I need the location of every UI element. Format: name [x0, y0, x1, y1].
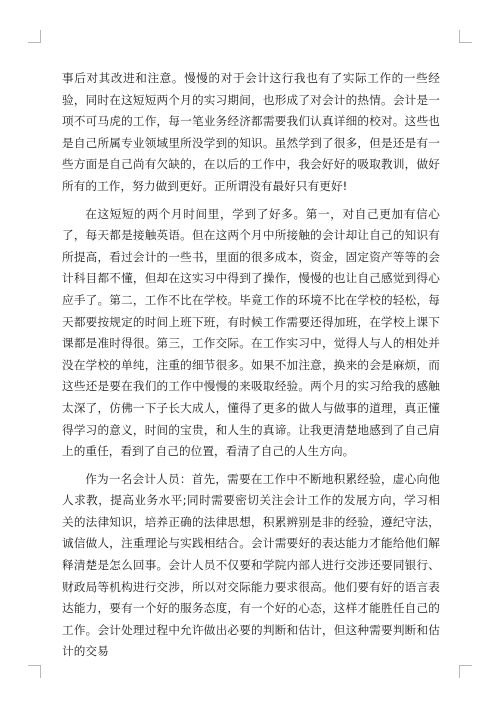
paragraph-2: 在这短短的两个月时间里，学到了好多。第一，对自己更加有信心了，每天都是接触英语。但在这两个月中所接触的会计却让自己的知识有所提高，看过会计的一些书，里面的很多成本，资金，固定资产等等的会计科目都不懂，但却在这实习中得到了操作，慢慢的也让自己感觉到得心应手了。第二，工作不比在学校。毕竟工作的环境不比在学校的轻松，每天都要按规定的时间上班下班，有时候工作需要还得加班，在学校上课下课都是准时得很。第三，工作交际。在工作实习中，觉得人与人的相处并没在学校的单纯，注重的细节很多。如果不加注意，换来的会是麻烦，而这些还是要在我们的工作中慢慢的来吸取经验。两个月的实习给我的感触太深了，仿佛一下子长大成人，懂得了更多的做人与做事的道理，真正懂得学习的意义，时间的宝贵，和人生的真谛。让我更清楚地感到了自己肩上的重任，看到了自己的位置，看清了自己的人生方向。	[62, 206, 440, 459]
top-right-crop-mark	[459, 30, 472, 43]
document-body	[62, 68, 440, 698]
paragraph-3: 作为一名会计人员：首先，需要在工作中不断地积累经验，虚心向他人求教，提高业务水平;同时需要密切关注会计工作的发展方向，学习相关的法律知识，培养正确的法律思想，积累辨别是非的经验，遵纪守法，诚信做人，注重理论与实践相结合。会计需要好的表达能力才能给他们解释清楚是怎么回事。会计人员不仅要和学院内部人进行交涉还要同银行、财政局等机构进行交涉，所以对交际能力要求很高。他们要有好的语言表达能力，要有一个好的服务态度，有一个好的心态，这样才能胜任自己的工作。会计处理过程中允许做出必要的判断和估计，但这种需要判断和估计的交易	[62, 471, 440, 659]
top-left-crop-mark	[28, 30, 41, 43]
bottom-right-crop-mark	[459, 665, 472, 678]
bottom-left-crop-mark	[28, 665, 41, 678]
paragraph-1: 事后对其改进和注意。慢慢的对于会计这行我也有了实际工作的一些经验，同时在这短短两个月的实习期间，也形成了对会计的热情。会计是一项不可马虎的工作，每一笔业务经济都需要我们认真详细的校对。这些也是自己所属专业领域里所没学到的知识。虽然学到了很多，但是还是有一些方面是自己尚有欠缺的，在以后的工作中，我会好好的吸取教训，做好所有的工作，努力做到更好。正所谓没有最好只有更好!	[62, 71, 440, 193]
